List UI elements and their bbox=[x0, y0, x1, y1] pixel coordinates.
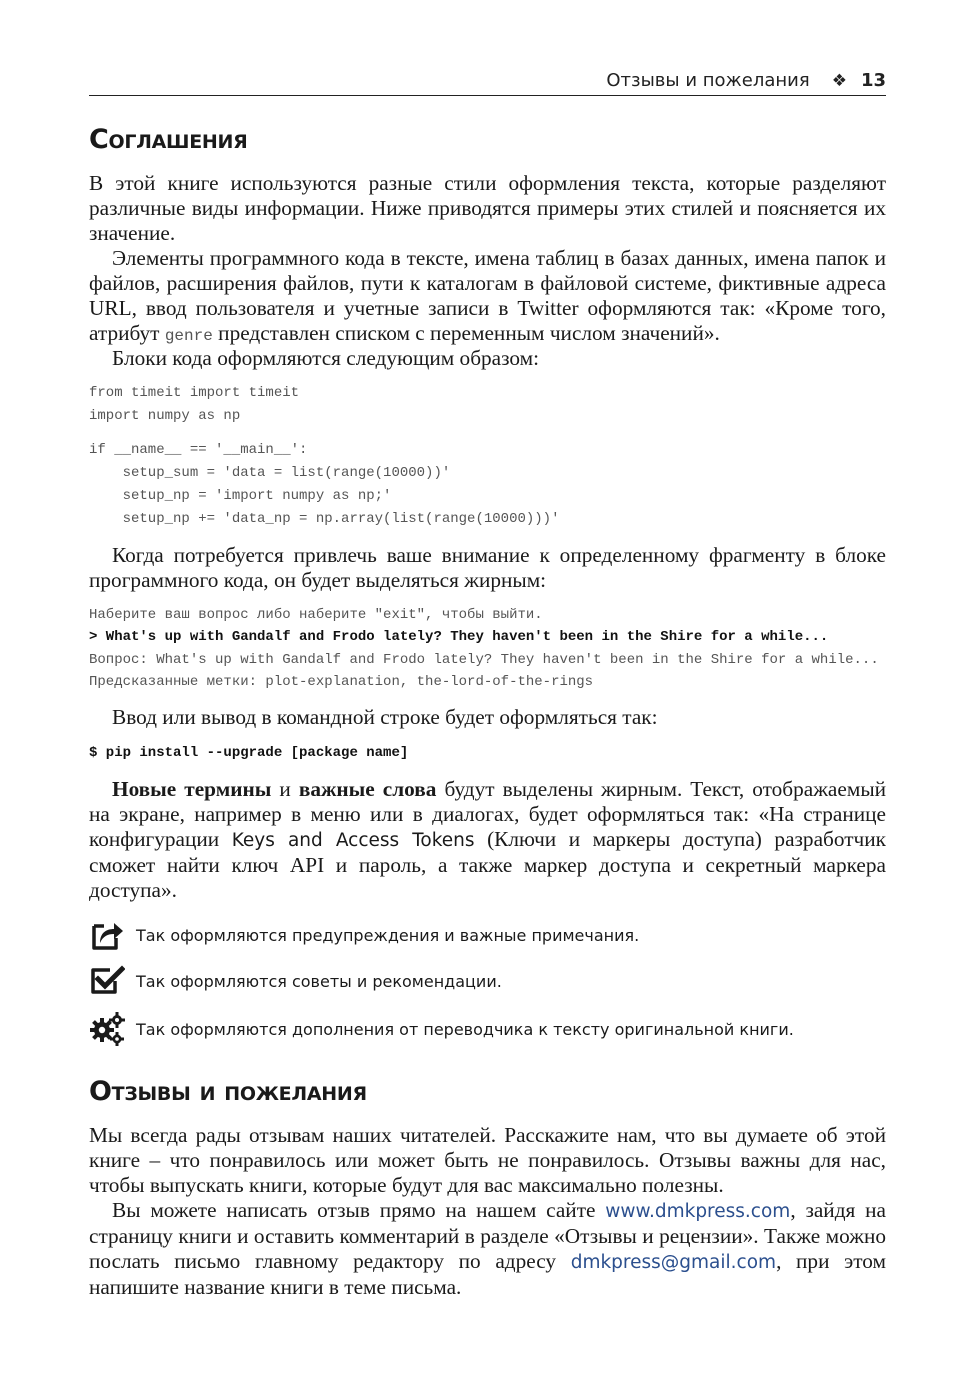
note-tip-text: Так оформляются советы и рекомендации. bbox=[136, 971, 502, 991]
note-warning-text: Так оформляются предупреждения и важные примечания. bbox=[136, 925, 640, 945]
code-line-4: setup_sum = 'data = list(range(10000))' bbox=[89, 465, 451, 481]
p6-text-1: будут выделены жирным. Текст, отображаемый на экране, например в меню или в диалогах, будет оформляться так: «На странице конфигурации bbox=[89, 777, 887, 851]
bold-term-important-words: важные слова bbox=[298, 777, 437, 801]
conventions-paragraph-2 bbox=[89, 246, 886, 349]
site-link[interactable]: www.dmkpress.com bbox=[605, 1201, 791, 1222]
conventions-paragraph-1: В этой книге используются разные стили оформления текста, которые разделяют различные виды информации. Ниже приводятся примеры этих стилей и поясняется их значение. bbox=[89, 171, 886, 245]
p2-quote-before: «Кроме того, атрибут bbox=[89, 296, 887, 345]
p2b-text: , зайдя на страницу книги и оставить комментарий в разделе «Отзывы и рецензии». Также можно послать письмо главному редактору по адресу bbox=[89, 1198, 887, 1273]
feedback-heading: Отзывы и пожелания bbox=[89, 1076, 367, 1107]
conventions-paragraph-6 bbox=[89, 777, 886, 903]
note-translator-text: Так оформляются дополнения от переводчика к тексту оригинальной книги. bbox=[136, 1019, 794, 1039]
feedback-paragraph-2 bbox=[89, 1198, 886, 1300]
code-line-1: from timeit import timeit bbox=[89, 385, 300, 401]
page-number: 13 bbox=[860, 70, 886, 91]
highlight-line-4: Предсказанные метки: plot-explanation, the-lord-of-the-rings bbox=[89, 674, 594, 690]
p6-and: и bbox=[271, 777, 299, 801]
code-line-5: setup_np = 'import numpy as np;' bbox=[89, 488, 392, 504]
share-arrow-icon bbox=[89, 917, 125, 953]
highlight-line-3: Вопрос: What's up with Gandalf and Frodo lately? They haven't been in the Shire for a while... bbox=[89, 652, 879, 668]
conventions-heading: Соглашения bbox=[89, 124, 248, 155]
checkbox-icon bbox=[89, 963, 125, 999]
cli-command: $ pip install --upgrade [package name] bbox=[89, 745, 409, 761]
note-tip bbox=[89, 963, 502, 999]
p2-text: Элементы программного кода в тексте, имена таблиц в базах данных, имена папок и файлов, расширения файлов, пути к каталогам в файловой системе, фиктивные адреса URL, ввод пользователя и учетные записи в Twitter оформляются так: bbox=[89, 246, 886, 320]
highlight-line-2-bold: > What's up with Gandalf and Frodo lately? They haven't been in the Shire for a while... bbox=[89, 629, 829, 645]
code-line-6: setup_np += 'data_np = np.array(list(range(10000)))' bbox=[89, 511, 560, 527]
p2a-text: Вы можете написать отзыв прямо на нашем сайте bbox=[112, 1198, 606, 1222]
running-header bbox=[89, 66, 886, 96]
gears-icon bbox=[89, 1011, 125, 1047]
code-line-3: if __name__ == '__main__': bbox=[89, 442, 308, 458]
diamond-separator-icon: ❖ bbox=[831, 70, 847, 91]
bold-term-new-terms: Новые термины bbox=[112, 777, 272, 801]
note-translator bbox=[89, 1011, 794, 1047]
email-link[interactable]: dmkpress@gmail.com bbox=[570, 1252, 777, 1273]
note-warning bbox=[89, 917, 639, 953]
p2-quote-after: представлен списком с переменным числом значений». bbox=[212, 321, 720, 345]
ui-text-keys-tokens: Keys and Access Tokens bbox=[231, 830, 475, 851]
p6-text-2: (Ключи и маркеры доступа) разработчик сможет найти ключ API и пароль, а также маркер доступа и секретный маркера доступа». bbox=[89, 827, 886, 902]
conventions-paragraph-4: Когда потребуется привлечь ваше внимание к определенному фрагменту в блоке программного кода, он будет выделяться жирным: bbox=[89, 543, 886, 592]
feedback-paragraph-1: Мы всегда рады отзывам наших читателей. Расскажите нам, что вы думаете об этой книге – что понравилось или может быть не понравилось. Отзывы важны для нас, чтобы выпускать книги, которые будут для вас максимально полезны. bbox=[89, 1123, 886, 1197]
code-line-2: import numpy as np bbox=[89, 408, 241, 424]
p2c-text: , при этом напишите название книги в теме письма. bbox=[89, 1249, 886, 1299]
conventions-paragraph-5: Ввод или вывод в командной строке будет оформляться так: bbox=[112, 705, 658, 729]
highlight-line-1: Наберите ваш вопрос либо наберите "exit", чтобы выйти. bbox=[89, 607, 543, 623]
inline-code-genre: genre bbox=[164, 327, 213, 345]
conventions-paragraph-3: Блоки кода оформляются следующим образом: bbox=[112, 346, 540, 370]
header-section-title: Отзывы и пожелания bbox=[606, 70, 810, 91]
